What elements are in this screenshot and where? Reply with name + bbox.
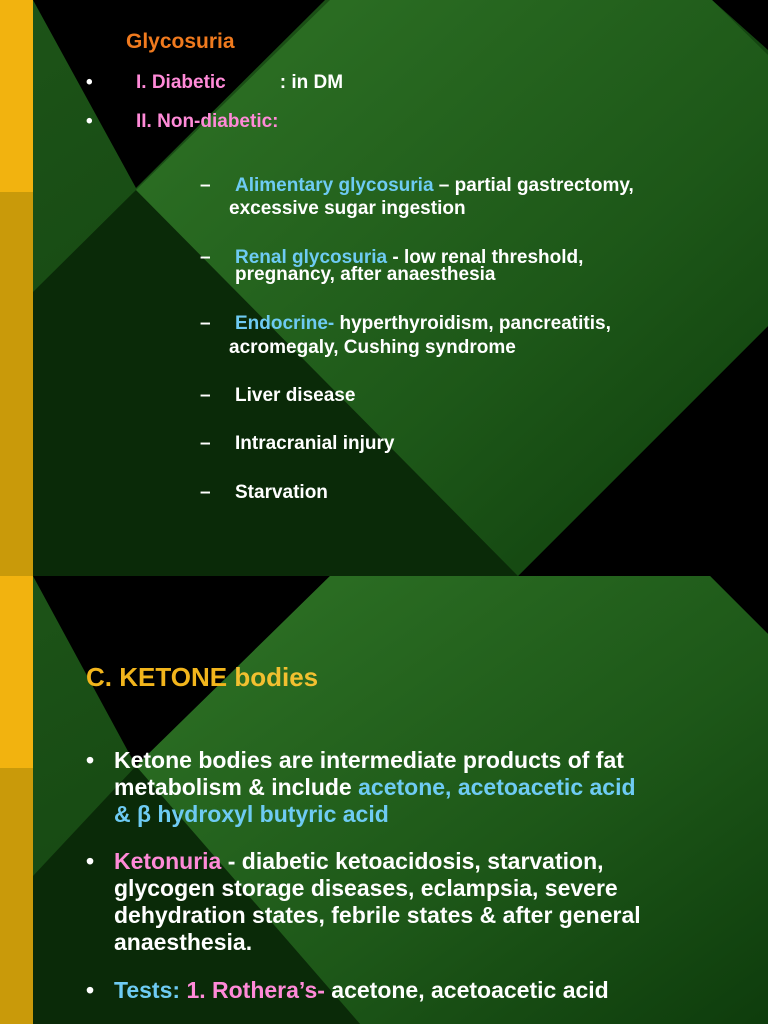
slide-ketone-bodies — [0, 576, 768, 1024]
p3-line1 — [114, 977, 609, 1004]
list-item-liver: Liver disease — [235, 385, 356, 406]
dash-marker: – — [200, 175, 211, 196]
accent-bar-bottom — [0, 192, 33, 576]
item-label: Alimentary glycosuria — [235, 175, 434, 196]
item-label: Renal glycosuria — [235, 247, 388, 268]
p1-line2-text: metabolism & include — [114, 774, 359, 800]
p2-label: Ketonuria — [114, 848, 222, 874]
item-text: - low renal threshold, — [387, 247, 584, 268]
dash-marker: – — [200, 482, 211, 503]
p2-line2: glycogen storage diseases, eclampsia, severe — [114, 875, 618, 901]
slide-title — [86, 662, 318, 693]
list-item-starvation: Starvation — [235, 482, 328, 503]
p1-line2 — [114, 774, 636, 801]
item-label: Endocrine- — [235, 313, 335, 334]
dash-marker: – — [200, 247, 211, 268]
title-part-a: C. KETONE — [86, 662, 228, 692]
bullet-non-diabetic: II. Non-diabetic: — [136, 111, 279, 132]
p2-line4: anaesthesia. — [114, 929, 253, 955]
item-text: – partial gastrectomy, — [433, 175, 634, 196]
dash-marker: – — [200, 433, 211, 454]
p1-line1: Ketone bodies are intermediate products of fat — [114, 747, 624, 773]
p1-line2-highlight: acetone, acetoacetic acid — [358, 774, 636, 800]
p3-label-a: Tests: — [114, 977, 187, 1003]
bullet-marker: • — [86, 747, 95, 773]
bullet-marker: • — [86, 111, 93, 132]
list-item-intracranial: Intracranial injury — [235, 433, 395, 454]
bullet-diabetic — [136, 72, 343, 94]
p2-line1 — [114, 848, 604, 875]
item-line2: pregnancy, after anaesthesia — [235, 264, 496, 285]
bullet-marker: • — [86, 72, 93, 93]
dash-marker: – — [200, 313, 211, 334]
accent-bar-top — [0, 576, 33, 768]
p2-line3: dehydration states, febrile states & after general — [114, 902, 641, 928]
accent-bar-top — [0, 0, 33, 192]
p2-line1-text: - diabetic ketoacidosis, starvation, — [221, 848, 604, 874]
item-line2: excessive sugar ingestion — [229, 198, 466, 219]
bullet-marker: • — [86, 848, 95, 874]
list-item-endocrine — [235, 313, 611, 335]
title-part-b: bodies — [227, 662, 319, 692]
p3-text: acetone, acetoacetic acid — [324, 977, 609, 1003]
bullet-label: I. Diabetic — [136, 72, 226, 93]
item-text: hyperthyroidism, pancreatitis, — [334, 313, 611, 334]
bullet-text: : in DM — [279, 72, 344, 93]
bullet-marker: • — [86, 977, 95, 1003]
accent-bar-bottom — [0, 768, 33, 1024]
slide-title: Glycosuria — [126, 30, 235, 53]
item-line2: acromegaly, Cushing syndrome — [229, 337, 516, 358]
p1-line3: & β hydroxyl butyric acid — [114, 801, 389, 827]
dash-marker: – — [200, 385, 211, 406]
list-item-alimentary — [235, 175, 634, 197]
p3-label-b: 1. Rothera’s- — [186, 977, 325, 1003]
